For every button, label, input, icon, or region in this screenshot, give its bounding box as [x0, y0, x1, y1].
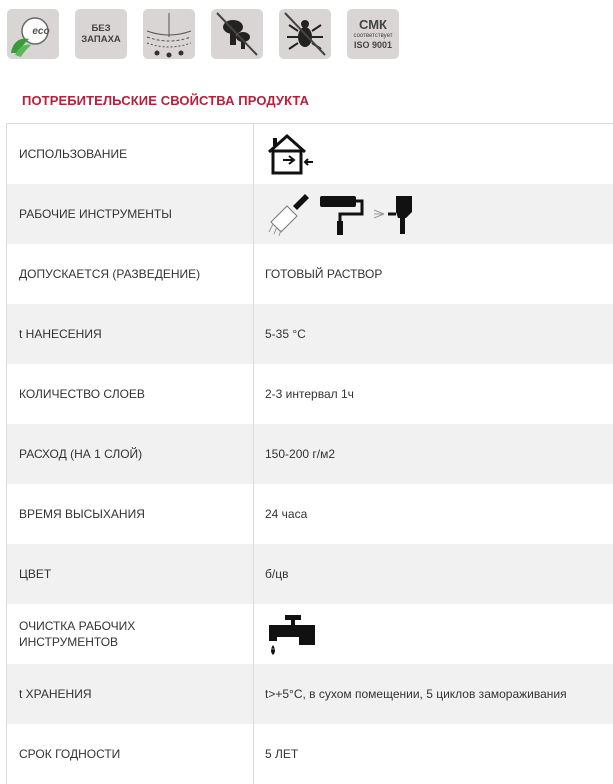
spray-gun-icon: [372, 192, 418, 236]
row-label: РАБОЧИЕ ИНСТРУМЕНТЫ: [7, 184, 254, 244]
table-row: [7, 484, 613, 544]
row-value: [254, 124, 613, 185]
eco-label: eco: [23, 26, 59, 37]
interior-use-icon: [265, 132, 315, 176]
row-label: КОЛИЧЕСТВО СЛОЕВ: [7, 364, 254, 424]
table-row: [7, 724, 613, 784]
row-value: t>+5°С, в сухом помещении, 5 циклов замораживания: [254, 664, 613, 724]
no-smell-line1: БЕЗ: [75, 23, 127, 34]
no-smell-badge: [75, 9, 127, 59]
row-label: ВРЕМЯ ВЫСЫХАНИЯ: [7, 484, 254, 544]
no-smell-line2: ЗАПАХА: [75, 34, 127, 45]
row-label: СРОК ГОДНОСТИ: [7, 724, 254, 784]
table-row: [7, 244, 613, 304]
row-value: [254, 184, 613, 244]
row-value: 5-35 °С: [254, 304, 613, 364]
table-row: [7, 604, 613, 664]
penetration-icon: [143, 9, 195, 59]
smk-line3: ISO 9001: [347, 40, 399, 51]
table-row: [7, 364, 613, 424]
section-title: ПОТРЕБИТЕЛЬСКИЕ СВОЙСТВА ПРОДУКТА: [22, 93, 309, 108]
row-label: ДОПУСКАЕТСЯ (РАЗВЕДЕНИЕ): [7, 244, 254, 304]
row-label: t НАНЕСЕНИЯ: [7, 304, 254, 364]
row-label: t ХРАНЕНИЯ: [7, 664, 254, 724]
row-value: ГОТОВЫЙ РАСТВОР: [254, 244, 613, 304]
antifungal-icon: [211, 9, 263, 59]
row-label-line1: ОЧИСТКА РАБОЧИХ: [19, 618, 253, 634]
antiinsect-icon: [279, 9, 331, 59]
row-label: ЦВЕТ: [7, 544, 254, 604]
row-label-line2: ИНСТРУМЕНТОВ: [19, 634, 253, 650]
row-value: [254, 604, 613, 664]
row-value: 150-200 г/м2: [254, 424, 613, 484]
antifungal-badge: [211, 9, 263, 59]
row-value: б/цв: [254, 544, 613, 604]
table-row: [7, 124, 613, 185]
row-label: [7, 604, 254, 664]
smk-line2: соответствует: [347, 33, 399, 40]
table-row: [7, 304, 613, 364]
properties-table: [6, 123, 613, 784]
smk-line1: СМК: [347, 18, 399, 32]
row-label: ИСПОЛЬЗОВАНИЕ: [7, 124, 254, 185]
row-value: 2-3 интервал 1ч: [254, 364, 613, 424]
brush-icon: [265, 192, 311, 236]
roller-icon: [318, 192, 364, 236]
penetration-badge: [143, 9, 195, 59]
row-label: РАСХОД (НА 1 СЛОЙ): [7, 424, 254, 484]
table-row: [7, 544, 613, 604]
row-value: 5 ЛЕТ: [254, 724, 613, 784]
table-row: [7, 664, 613, 724]
eco-badge: [7, 9, 59, 59]
antiinsect-badge: [279, 9, 331, 59]
row-value: 24 часа: [254, 484, 613, 544]
table-row: [7, 184, 613, 244]
water-tap-icon: [265, 611, 319, 657]
table-row: [7, 424, 613, 484]
smk-iso-badge: [347, 9, 399, 59]
